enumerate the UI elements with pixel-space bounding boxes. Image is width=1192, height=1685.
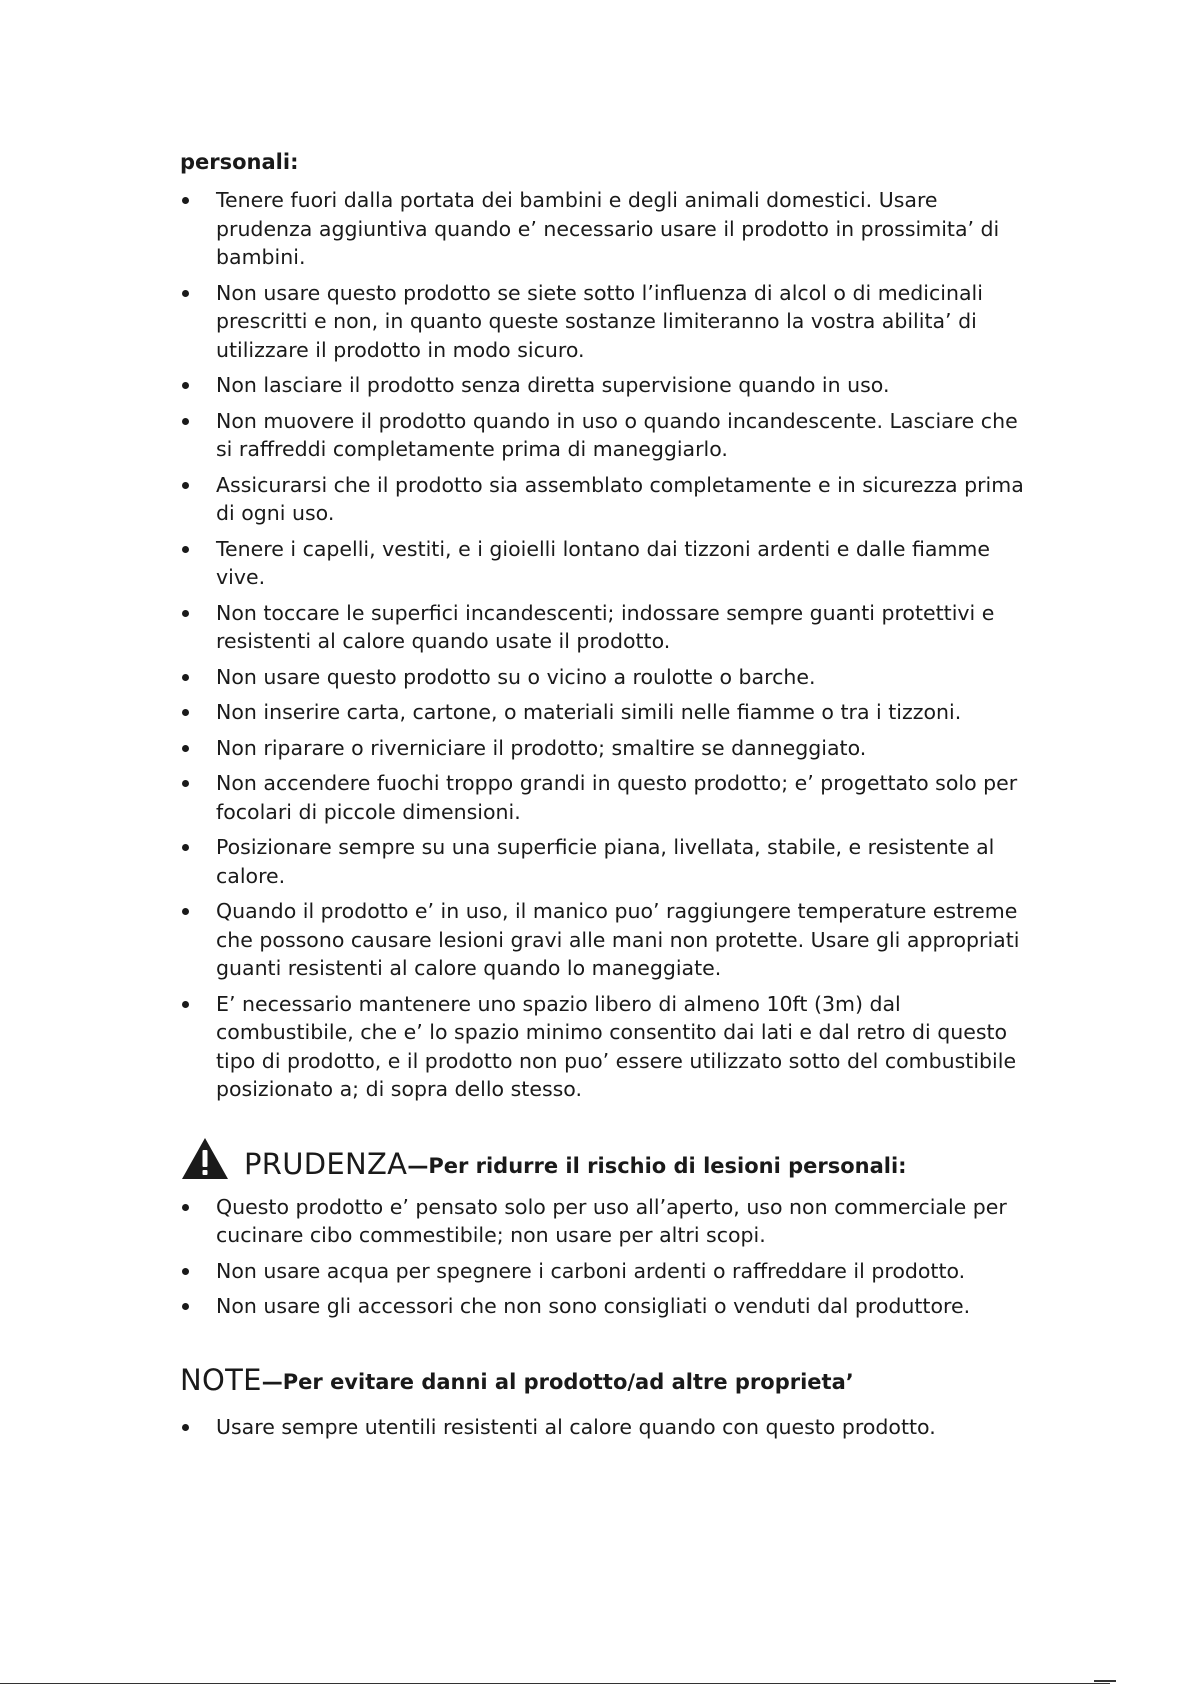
intro-heading: personali: bbox=[180, 150, 299, 174]
list-item bbox=[180, 990, 1030, 1104]
list-item bbox=[180, 535, 1030, 592]
bullet-icon bbox=[182, 197, 189, 204]
list-item-text: Usare sempre utentili resistenti al calore quando con questo prodotto. bbox=[216, 1414, 936, 1439]
bullet-icon bbox=[182, 908, 189, 915]
list-item bbox=[180, 769, 1030, 826]
list-item-text: Assicurarsi che il prodotto sia assemblato completamente e in sicurezza prima di ogni uso. bbox=[216, 472, 1024, 525]
list-item-text: Tenere i capelli, vestiti, e i gioielli lontano dai tizzoni ardenti e dalle fiamme vive. bbox=[216, 536, 990, 589]
list-item bbox=[180, 186, 1030, 272]
list-item-text: Questo prodotto e’ pensato solo per uso all’aperto, uso non commerciale per cucinare cibo commestibile; non usare per altri scopi. bbox=[216, 1194, 1007, 1247]
list-item bbox=[180, 1413, 1030, 1442]
note-heading bbox=[180, 1363, 1030, 1397]
caution-heading bbox=[180, 1136, 1030, 1181]
list-item-text: E’ necessario mantenere uno spazio libero di almeno 10ft (3m) dal combustibile, che e’ lo spazio minimo consentito dai lati e dal retro di questo tipo di prodotto, e il prodotto non puo’ essere utilizzato sotto del combustibile posizionato a; di sopra dello stesso. bbox=[216, 991, 1017, 1101]
list-item bbox=[180, 471, 1030, 528]
list-item-text: Posizionare sempre su una superficie piana, livellata, stabile, e resistente al calore. bbox=[216, 835, 995, 888]
list-item-text: Non toccare le superfici incandescenti; indossare sempre guanti protettivi e resistenti al calore quando usate il prodotto. bbox=[216, 600, 995, 653]
list-item-text: Non accendere fuochi troppo grandi in questo prodotto; e’ progettato solo per focolari di piccole dimensioni. bbox=[216, 771, 1018, 824]
list-item-text: Non riparare o riverniciare il prodotto; smaltire se danneggiato. bbox=[216, 735, 867, 760]
bullet-icon bbox=[182, 610, 189, 617]
bullet-icon bbox=[182, 1424, 189, 1431]
list-item-text: Non muovere il prodotto quando in uso o quando incandescente. Lasciare che si raffreddi completamente prima di maneggiarlo. bbox=[216, 408, 1018, 461]
list-item bbox=[180, 897, 1030, 983]
bullet-icon bbox=[182, 709, 189, 716]
list-item-text: Non inserire carta, cartone, o materiali simili nelle fiamme o tra i tizzoni. bbox=[216, 700, 962, 724]
list-item bbox=[180, 371, 1030, 400]
list-item-text: Quando il prodotto e’ in uso, il manico puo’ raggiungere temperature estreme che possono causare lesioni gravi alle mani non protette. Usare gli appropriati guanti resistenti al calore quando lo maneggiate. bbox=[216, 899, 1020, 980]
list-item-text: Non usare acqua per spegnere i carboni ardenti o raffreddare il prodotto. bbox=[216, 1258, 966, 1283]
bullet-icon bbox=[182, 745, 189, 752]
bullet-icon bbox=[182, 1268, 189, 1275]
note-subtitle: —Per evitare danni al prodotto/ad altre proprieta’ bbox=[261, 1369, 854, 1394]
note-word: NOTE bbox=[180, 1362, 262, 1397]
caution-bullet-list bbox=[180, 1193, 1030, 1321]
list-item-text: Tenere fuori dalla portata dei bambini e degli animali domestici. Usare prudenza aggiuntiva quando e’ necessario usare il prodotto in prossimita’ di bambini. bbox=[216, 188, 1000, 269]
bullet-icon bbox=[182, 418, 189, 425]
list-item bbox=[180, 1292, 1030, 1321]
caution-word: PRUDENZA bbox=[244, 1146, 408, 1181]
list-item bbox=[180, 663, 1030, 692]
bullet-icon bbox=[182, 1204, 189, 1211]
bullet-icon bbox=[182, 482, 189, 489]
list-item bbox=[180, 1257, 1030, 1286]
list-item bbox=[180, 1193, 1030, 1250]
list-item bbox=[180, 833, 1030, 890]
caution-subtitle: —Per ridurre il rischio di lesioni personali: bbox=[407, 1153, 907, 1178]
bullet-icon bbox=[182, 290, 189, 297]
document-page bbox=[180, 148, 1030, 1448]
list-item bbox=[180, 279, 1030, 365]
footer-mark bbox=[1094, 1680, 1116, 1682]
list-item-text: Non usare questo prodotto se siete sotto l’influenza di alcol o di medicinali prescritti e non, in quanto queste sostanze limiteranno la vostra abilita’ di utilizzare il prodotto in modo sicuro. bbox=[216, 280, 983, 362]
list-item bbox=[180, 734, 1030, 763]
bullet-icon bbox=[182, 674, 189, 681]
list-item bbox=[180, 698, 1030, 727]
list-item-text: Non lasciare il prodotto senza diretta supervisione quando in uso. bbox=[216, 373, 890, 397]
note-bullet-list bbox=[180, 1413, 1030, 1442]
bullet-icon bbox=[182, 844, 189, 851]
bullet-icon bbox=[182, 780, 189, 787]
bullet-icon bbox=[182, 1303, 189, 1310]
list-item-text: Non usare questo prodotto su o vicino a roulotte o barche. bbox=[216, 664, 816, 689]
list-item bbox=[180, 599, 1030, 656]
main-bullet-list bbox=[180, 186, 1030, 1104]
bullet-icon bbox=[182, 382, 189, 389]
list-item bbox=[180, 407, 1030, 464]
list-item-text: Non usare gli accessori che non sono consigliati o venduti dal produttore. bbox=[216, 1294, 971, 1318]
bullet-icon bbox=[182, 546, 189, 553]
bullet-icon bbox=[182, 1001, 189, 1008]
warning-triangle-icon bbox=[180, 1136, 230, 1181]
footer-rule bbox=[0, 1683, 1110, 1684]
